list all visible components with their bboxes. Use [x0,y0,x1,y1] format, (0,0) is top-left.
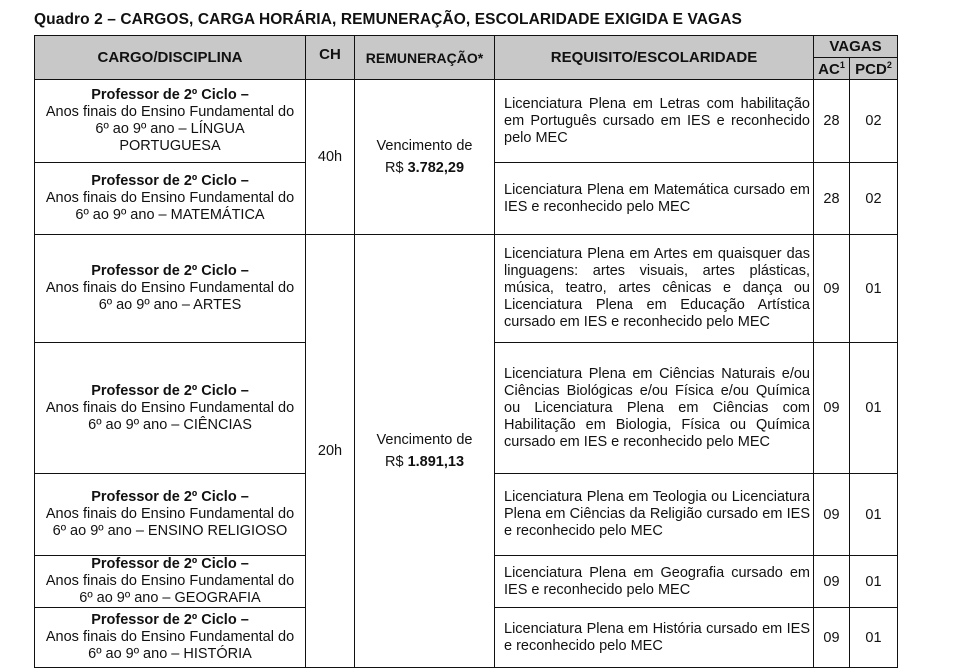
header-pcd: PCD$^2$ [850,58,898,80]
requisito-cell: Licenciatura Plena em Matemática cursado em IES e reconhecido pelo MEC [495,163,814,235]
pcd-cell: 01 [850,235,898,343]
cargo-cell: Professor de 2º Ciclo – Anos finais do Ensino Fundamental do 6º ao 9º ano – LÍNGUA PORTUGUESA [35,80,306,163]
pcd-cell: 01 [850,343,898,474]
cargo-cell: Professor de 2º Ciclo – Anos finais do Ensino Fundamental do 6º ao 9º ano – CIÊNCIAS [35,343,306,474]
header-cargo: CARGO/DISCIPLINA [35,36,306,80]
remuneracao-cell: Vencimento de R$ 1.891,13 [355,235,495,668]
remuneracao-cell: Vencimento de R$ 3.782,29 [355,80,495,235]
requisito-cell: Licenciatura Plena em História cursado em IES e reconhecido pelo MEC [495,608,814,668]
cargo-cell: Professor de 2º Ciclo – Anos finais do Ensino Fundamental do 6º ao 9º ano – HISTÓRIA [35,608,306,668]
requisito-cell: Licenciatura Plena em Geografia cursado em IES e reconhecido pelo MEC [495,556,814,608]
requisito-cell: Licenciatura Plena em Letras com habilitação em Português cursado em IES e reconhecido pelo MEC [495,80,814,163]
ac-cell: 09 [814,556,850,608]
cargo-cell: Professor de 2º Ciclo – Anos finais do Ensino Fundamental do 6º ao 9º ano – GEOGRAFIA [35,556,306,608]
header-ch: CH [306,36,355,80]
ac-cell: 28 [814,80,850,163]
pcd-cell: 01 [850,608,898,668]
header-requisito: REQUISITO/ESCOLARIDADE [495,36,814,80]
cargo-cell: Professor de 2º Ciclo – Anos finais do Ensino Fundamental do 6º ao 9º ano – ARTES [35,235,306,343]
cargo-cell: Professor de 2º Ciclo – Anos finais do Ensino Fundamental do 6º ao 9º ano – ENSINO RELIGIOSO [35,474,306,556]
header-ac: $AC^1$ [814,58,850,80]
requisito-cell: Licenciatura Plena em Teologia ou Licenciatura Plena em Ciências da Religião cursado em IES e reconhecido pelo MEC [495,474,814,556]
table-row [35,235,898,343]
positions-table [34,35,898,668]
cargo-cell: Professor de 2º Ciclo – Anos finais do Ensino Fundamental do 6º ao 9º ano – MATEMÁTICA [35,163,306,235]
requisito-cell: Licenciatura Plena em Artes em quaisquer das linguagens: artes visuais, artes plásticas, música, teatro, artes cênicas e dança ou Licenciatura Plena em Educação Artística cursado em IES e reconhecido pelo MEC [495,235,814,343]
requisito-cell: Licenciatura Plena em Ciências Naturais e/ou Ciências Biológicas e/ou Física e/ou Química ou Licenciatura Plena em Ciências com Habilitação em Biologia, Física ou Química cursado em IES e reconhecido pelo MEC [495,343,814,474]
pcd-cell: 01 [850,556,898,608]
header-remuneracao: REMUNERAÇÃO* [355,36,495,80]
header-vagas: VAGAS [814,36,898,58]
pcd-cell: 02 [850,80,898,163]
pcd-cell: 01 [850,474,898,556]
ac-cell: 09 [814,343,850,474]
pcd-cell: 02 [850,163,898,235]
ac-cell: 28 [814,163,850,235]
table-row [35,80,898,163]
ac-cell: 09 [814,608,850,668]
ac-cell: 09 [814,474,850,556]
ch-cell: 20h [306,235,355,668]
ac-cell: 09 [814,235,850,343]
table-title: Quadro 2 – CARGOS, CARGA HORÁRIA, REMUNERAÇÃO, ESCOLARIDADE EXIGIDA E VAGAS [34,11,742,28]
ch-cell: 40h [306,80,355,235]
